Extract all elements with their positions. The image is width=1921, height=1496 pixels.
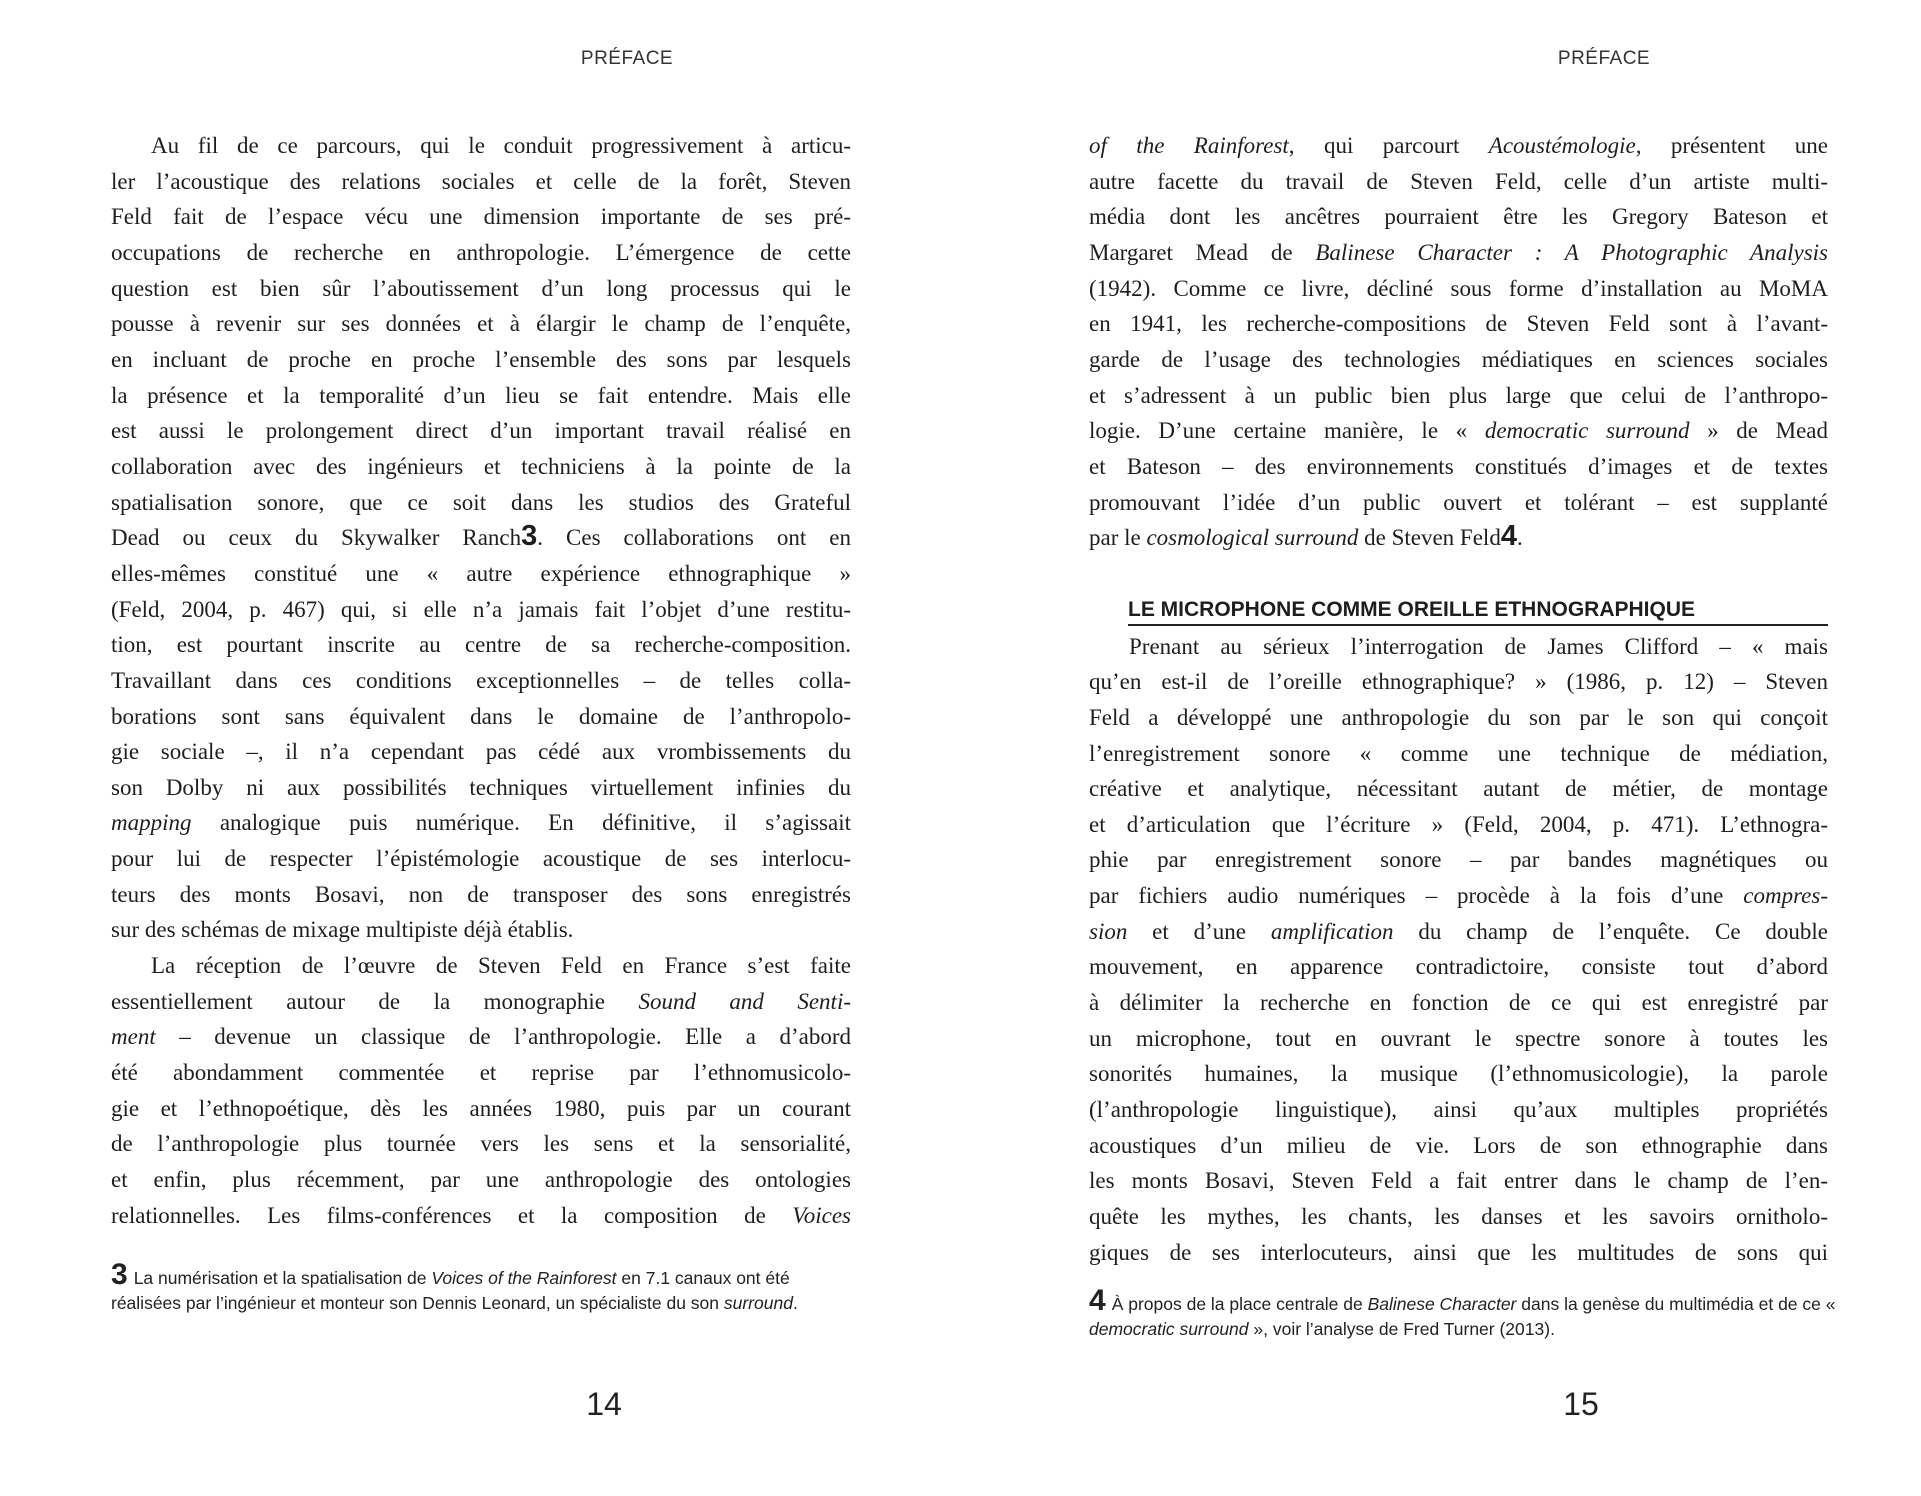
text-run: en incluant de proche en proche l’ensemble des sons par lesquels: [111, 346, 851, 372]
italic-text: Balinese Character : A Photographic Analysis: [1315, 239, 1828, 265]
text-run: giques de ses interlocuteurs, ainsi que les multitudes de sons qui: [1089, 1239, 1828, 1265]
italic-text: cosmological surround: [1146, 525, 1359, 551]
text-line: [1089, 235, 1828, 271]
text-line: [111, 1198, 851, 1234]
text-run: relationnelles. Les films-conférences et la composition de: [111, 1202, 793, 1228]
text-line: [1089, 1199, 1828, 1235]
text-run: et enfin, plus récemment, par une anthropologie des ontologies: [111, 1167, 851, 1193]
text-run: mouvement, en apparence contradictoire, consiste tout d’abord: [1089, 954, 1828, 980]
text-run: (1942). Comme ce livre, décliné sous forme d’installation au MoMA: [1089, 275, 1828, 301]
italic-text: compres-: [1743, 883, 1828, 909]
text-line: [111, 556, 851, 592]
text-run: du champ de l’enquête. Ce double: [1393, 918, 1828, 944]
italic-text: surround: [723, 1293, 793, 1313]
text-run: à délimiter la recherche en fonction de ce qui est enregistré par: [1089, 990, 1828, 1016]
text-line: [1089, 629, 1828, 665]
page-number-right: 15: [1563, 1386, 1599, 1422]
text-line: [1089, 485, 1828, 521]
text-run: logie. D’une certaine manière, le «: [1089, 418, 1485, 444]
text-line: [1089, 378, 1828, 414]
text-line: [1089, 736, 1828, 772]
text-run: tion, est pourtant inscrite au centre de sa recherche-composition.: [111, 632, 851, 658]
text-run: gie et l’ethnopoétique, dès les années 1980, puis par un courant: [111, 1095, 851, 1121]
text-line: [111, 485, 851, 521]
text-line: [111, 164, 851, 200]
text-run: , qui parcourt: [1288, 133, 1489, 158]
section-heading: [1128, 596, 1828, 626]
text-line: [111, 449, 851, 485]
text-run: sur des schémas de mixage multipiste déjà établis.: [111, 917, 574, 943]
text-line: [111, 805, 851, 841]
text-line: [111, 306, 851, 342]
text-line: [1089, 878, 1828, 914]
text-line: [1089, 128, 1828, 164]
text-run: un microphone, tout en ouvrant le spectre sonore à toutes les: [1089, 1025, 1828, 1051]
text-run: de Steven Feld: [1358, 525, 1501, 551]
text-run: média dont les ancêtres pourraient être les Gregory Bateson et: [1089, 204, 1828, 230]
text-run: (Feld, 2004, p. 467) qui, si elle n’a jamais fait l’objet d’une restitu-: [111, 596, 851, 622]
text-run: l’enregistrement sonore « comme une technique de médiation,: [1089, 740, 1828, 766]
text-line: [1089, 306, 1828, 342]
text-run: ler l’acoustique des relations sociales et celle de la forêt, Steven: [111, 168, 851, 194]
text-line: [1089, 807, 1828, 843]
text-line: [111, 877, 851, 913]
text-line: [1089, 1235, 1828, 1271]
text-line: [111, 235, 851, 271]
text-run: pousse à revenir sur ses données et à élargir le champ de l’enquête,: [111, 311, 851, 337]
text-run: en 7.1 canaux ont été réalisées par l’ingénieur et monteur son Dennis Leonard, un spécialiste du son: [111, 1268, 790, 1313]
text-line: [1089, 520, 1828, 556]
text-run: Travaillant dans ces conditions exceptionnelles – de telles colla-: [111, 667, 851, 693]
footnote-4: [1089, 1284, 1849, 1340]
text-run: sonorités humaines, la musique (l’ethnomusicologie), la parole: [1089, 1061, 1828, 1087]
text-line: [1089, 1128, 1828, 1164]
text-line: [111, 984, 851, 1020]
text-run: La réception de l’œuvre de Steven Feld en France s’est faite: [151, 953, 851, 979]
text-line: [111, 128, 851, 164]
text-run: La numérisation et la spatialisation de: [133, 1268, 432, 1288]
italic-text: sion: [1089, 918, 1128, 944]
text-line: [111, 1126, 851, 1162]
italic-text: ment: [111, 1024, 156, 1050]
italic-text: Voices: [792, 1202, 851, 1228]
text-run: et d’une: [1127, 918, 1271, 944]
text-run: Dead ou ceux du Skywalker Ranch: [111, 525, 522, 551]
text-line: [1089, 1163, 1828, 1199]
text-run: et d’articulation que l’écriture » (Feld, 2004, p. 471). L’ethnogra-: [1089, 811, 1828, 837]
text-line: [111, 592, 851, 628]
text-run: .: [792, 1293, 798, 1313]
text-run: question est bien sûr l’aboutissement d’un long processus qui le: [111, 275, 851, 301]
text-run: occupations de recherche en anthropologie. L’émergence de cette: [111, 239, 851, 265]
text-run: acoustiques d’un milieu de vie. Lors de son ethnographie dans: [1089, 1132, 1828, 1158]
footnote-number: 4: [1089, 1284, 1106, 1317]
text-line: [1089, 449, 1828, 485]
text-line: [111, 413, 851, 449]
text-run: phie par enregistrement sonore – par bandes magnétiques ou: [1089, 847, 1828, 873]
text-run: teurs des monts Bosavi, non de transposer des sons enregistrés: [111, 881, 851, 907]
text-line: [111, 199, 851, 235]
text-line: [111, 1055, 851, 1091]
text-run: essentiellement autour de la monographie: [111, 988, 639, 1014]
footnote-reference: 4: [1500, 520, 1517, 553]
text-run: (l’anthropologie linguistique), ainsi qu’aux multiples propriétés: [1089, 1097, 1828, 1123]
text-line: [111, 734, 851, 770]
text-line: [1089, 271, 1828, 307]
text-line: [1089, 164, 1828, 200]
text-run: », voir l’analyse de Fred Turner (2013).: [1248, 1319, 1555, 1339]
text-run: quête les mythes, les chants, les danses et les savoirs ornitholo-: [1089, 1204, 1828, 1230]
text-run: À propos de la place centrale de: [1111, 1294, 1368, 1314]
footnote-reference: 3: [521, 520, 538, 553]
text-run: analogique puis numérique. En définitive, il s’agissait: [191, 810, 851, 836]
text-run: qu’en est-il de l’oreille ethnographique? » (1986, p. 12) – Steven: [1089, 669, 1828, 695]
text-run: garde de l’usage des technologies médiatiques en sciences sociales: [1089, 346, 1828, 372]
text-run: elles-mêmes constitué une « autre expérience ethnographique »: [111, 560, 851, 586]
italic-text: Voices of the Rainforest: [431, 1268, 617, 1288]
text-line: [111, 699, 851, 735]
text-run: Feld fait de l’espace vécu une dimension importante de ses pré-: [111, 204, 851, 230]
italic-text: Balinese Character: [1367, 1294, 1517, 1314]
italic-text: Sound and Senti-: [638, 988, 851, 1014]
text-run: borations sont sans équivalent dans le domaine de l’anthropolo-: [111, 703, 851, 729]
text-run: . Ces collaborations ont en: [537, 525, 851, 551]
text-line: [111, 1091, 851, 1127]
italic-text: of the Rainforest: [1089, 133, 1289, 158]
text-line: [111, 912, 851, 948]
text-line: [1089, 664, 1828, 700]
left-page-body: [111, 128, 851, 1233]
text-run: la présence et la temporalité d’un lieu se fait entendre. Mais elle: [111, 382, 851, 408]
text-line: [1089, 700, 1828, 736]
text-line: [1089, 949, 1828, 985]
text-run: et Bateson – des environnements constitués d’images et de textes: [1089, 453, 1828, 479]
text-run: – devenue un classique de l’anthropologie. Elle a d’abord: [155, 1024, 851, 1050]
text-run: par le: [1089, 525, 1147, 551]
text-run: » de Mead: [1689, 418, 1829, 444]
text-run: son Dolby ni aux possibilités techniques virtuellement infinies du: [111, 774, 851, 800]
italic-text: democratic surround: [1484, 418, 1690, 444]
text-line: [1089, 985, 1828, 1021]
text-run: les monts Bosavi, Steven Feld a fait entrer dans le champ de l’en-: [1089, 1168, 1828, 1194]
right-page-body: [1089, 128, 1828, 1270]
blank-line: [1089, 556, 1828, 592]
page-number-left: 14: [586, 1386, 622, 1422]
text-line: [1089, 413, 1828, 449]
text-run: dans la genèse du multimédia et de ce «: [1516, 1294, 1836, 1314]
text-line: [111, 342, 851, 378]
text-line: [111, 378, 851, 414]
running-head-left: PRÉFACE: [580, 48, 674, 69]
footnote-3: [111, 1258, 851, 1314]
text-run: Feld a développé une anthropologie du son par le son qui conçoit: [1089, 704, 1828, 730]
text-run: autre facette du travail de Steven Feld, celle d’un artiste multi-: [1089, 168, 1828, 194]
text-line: [111, 770, 851, 806]
text-run: est aussi le prolongement direct d’un important travail réalisé en: [111, 418, 851, 444]
text-line: [1089, 342, 1828, 378]
text-run: gie sociale –, il n’a cependant pas cédé aux vrombissements du: [111, 739, 851, 765]
text-line: [1089, 199, 1828, 235]
text-run: été abondamment commentée et reprise par l’ethnomusicolo-: [111, 1060, 851, 1086]
text-line: [111, 627, 851, 663]
text-run: collaboration avec des ingénieurs et techniciens à la pointe de la: [111, 453, 851, 479]
text-run: Au fil de ce parcours, qui le conduit progressivement à articu-: [151, 133, 851, 158]
footnote-number: 3: [111, 1258, 128, 1291]
italic-text: mapping: [111, 810, 192, 836]
italic-text: amplification: [1270, 918, 1394, 944]
italic-text: Acoustémologie: [1488, 133, 1636, 158]
text-run: .: [1516, 525, 1523, 551]
text-run: de l’anthropologie plus tournée vers les sens et la sensorialité,: [111, 1131, 851, 1157]
text-line: [111, 841, 851, 877]
text-run: créative et analytique, nécessitant autant de métier, de montage: [1089, 776, 1828, 802]
text-line: [1089, 771, 1828, 807]
running-head-right: PRÉFACE: [1557, 48, 1651, 69]
text-line: [111, 663, 851, 699]
text-line: [1089, 1092, 1828, 1128]
text-run: Margaret Mead de: [1089, 239, 1316, 265]
text-line: [1089, 1056, 1828, 1092]
text-run: Prenant au sérieux l’interrogation de James Clifford – « mais: [1129, 633, 1828, 659]
text-line: [1089, 1021, 1828, 1057]
text-run: en 1941, les recherche-compositions de Steven Feld sont à l’avant-: [1089, 311, 1828, 337]
text-line: [111, 1162, 851, 1198]
text-line: [1089, 842, 1828, 878]
text-line: [111, 1019, 851, 1055]
text-run: , présentent une: [1635, 133, 1828, 158]
text-line: [1089, 914, 1828, 950]
text-line: [111, 271, 851, 307]
text-run: spatialisation sonore, que ce soit dans les studios des Grateful: [111, 489, 851, 515]
text-run: et s’adressent à un public bien plus large que celui de l’anthropo-: [1089, 382, 1828, 408]
text-line: [111, 948, 851, 984]
text-run: pour lui de respecter l’épistémologie acoustique de ses interlocu-: [111, 846, 851, 872]
italic-text: democratic surround: [1089, 1319, 1249, 1339]
text-line: [111, 520, 851, 556]
text-run: LE MICROPHONE COMME OREILLE ETHNOGRAPHIQUE: [1128, 597, 1696, 621]
text-run: par fichiers audio numériques – procède à la fois d’une: [1089, 883, 1744, 909]
text-run: promouvant l’idée d’un public ouvert et tolérant – est supplanté: [1089, 489, 1828, 515]
